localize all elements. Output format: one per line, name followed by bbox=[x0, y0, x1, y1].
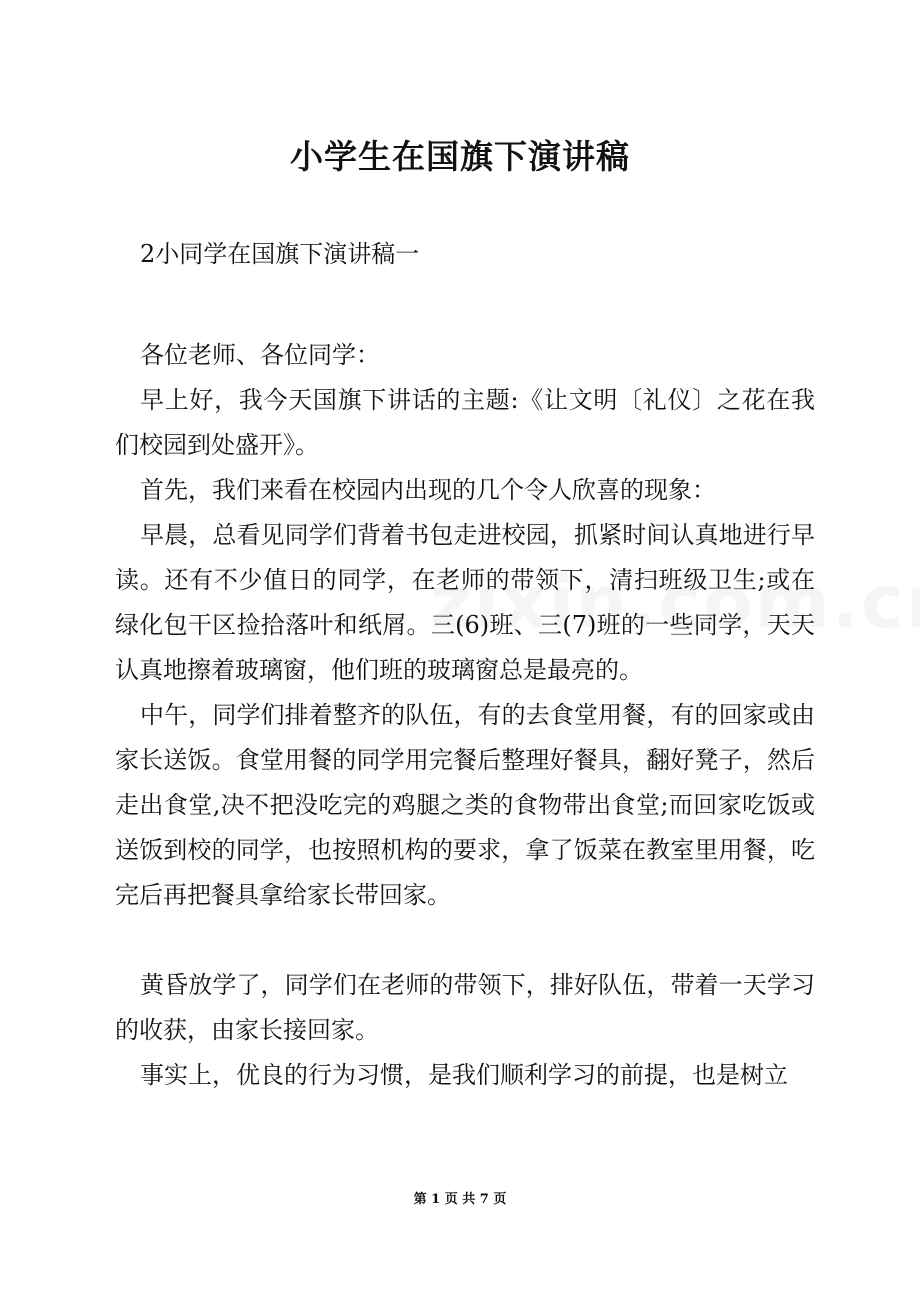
paragraph-conclusion: 事实上，优良的行为习惯，是我们顺利学习的前提，也是树立 bbox=[140, 1061, 788, 1089]
document-title: 小学生在国旗下演讲稿 bbox=[290, 137, 630, 176]
paragraph-greeting: 各位老师、各位同学： bbox=[140, 341, 380, 369]
document-subtitle: 2小同学在国旗下演讲稿一 bbox=[140, 240, 420, 268]
paragraph-intro: 首先，我们来看在校园内出现的几个令人欣喜的现象： bbox=[140, 476, 716, 504]
page-footer: 第 1 页 共 7 页 bbox=[413, 1192, 507, 1207]
document-body bbox=[115, 333, 815, 1098]
paragraph-morning: 早晨，总看见同学们背着书包走进校园，抓紧时间认真地进行早读。还有不少值日的同学，在老师的带领下，清扫班级卫生;或在绿化包干区捡拾落叶和纸屑。三(6)班、三(7)班的一些同学，天天认真地擦着玻璃窗，他们班的玻璃窗总是最亮的。 bbox=[115, 521, 815, 684]
paragraph-evening: 黄昏放学了，同学们在老师的带领下，排好队伍，带着一天学习的收获，由家长接回家。 bbox=[115, 971, 815, 1044]
paragraph-topic: 早上好，我今天国旗下讲话的主题:《让文明〔礼仪〕之花在我们校园到处盛开》。 bbox=[115, 386, 815, 459]
paragraph-noon: 中午，同学们排着整齐的队伍，有的去食堂用餐，有的回家或由家长送饭。食堂用餐的同学用完餐后整理好餐具，翻好凳子，然后走出食堂,决不把没吃完的鸡腿之类的食物带出食堂;而回家吃饭或送饭到校的同学，也按照机构的要求，拿了饭菜在教室里用餐，吃完后再把餐具拿给家长带回家。 bbox=[115, 701, 815, 909]
